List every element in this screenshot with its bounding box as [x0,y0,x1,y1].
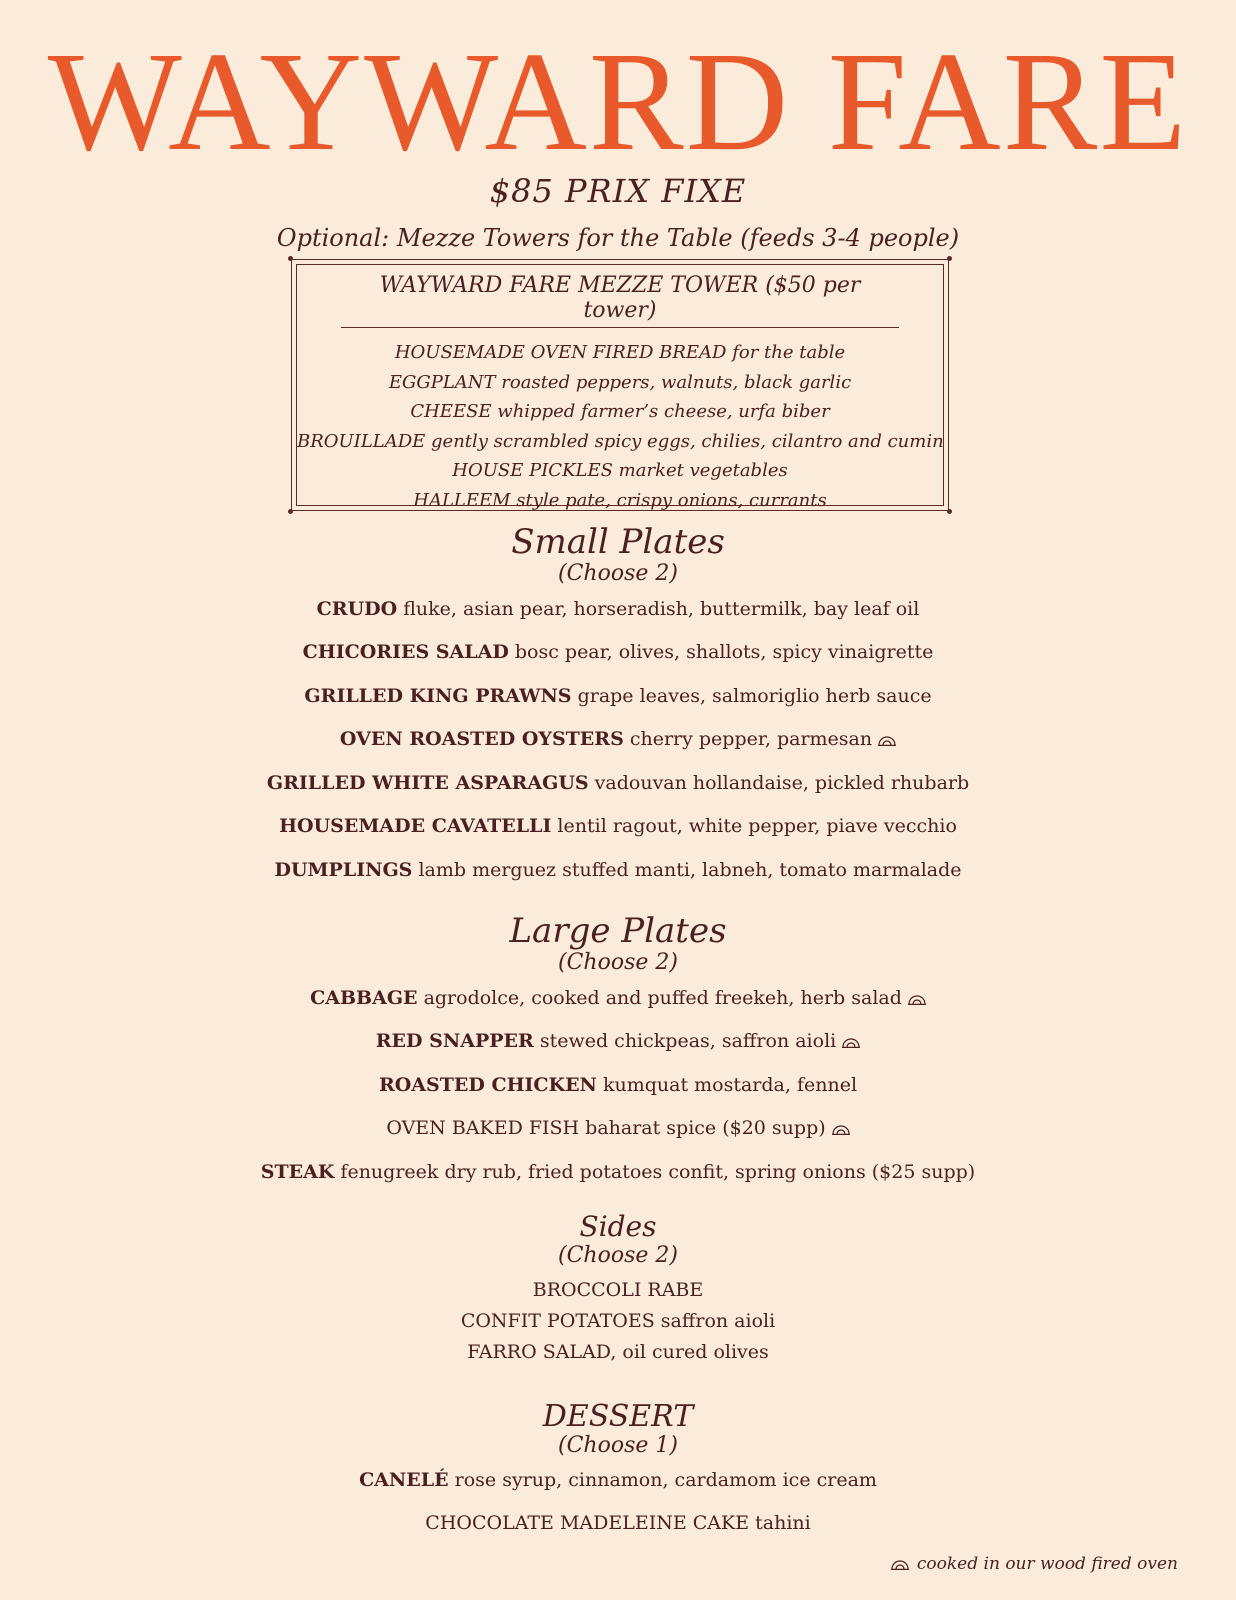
menu-item-description: whipped farmer’s cheese, urfa biber [491,401,830,422]
menu-item [0,588,1236,632]
wood-fired-oven-icon [891,1559,909,1570]
menu-item-description: lentil ragout, white pepper, piave vecchio [551,815,957,838]
menu-item-description: rose syrup, cinnamon, cardamom ice cream [448,1469,877,1492]
sides-heading: Sides [579,1210,657,1243]
sides-section [0,1212,1236,1368]
small-plates-heading: Small Plates [511,522,725,562]
large-plates-heading: Large Plates [509,911,727,951]
mezze-item [297,338,943,368]
menu-item [0,1459,1236,1502]
menu-item-description: fluke, asian pear, horseradish, buttermilk, bay leaf oil [397,597,920,620]
menu-item-name: CHEESE [410,401,492,422]
mezze-tower-title: WAYWARD FARE MEZZE TOWER ($50 per tower) [341,273,899,328]
wood-fired-oven-icon [878,735,896,746]
menu-item-description: FARRO SALAD, oil cured olives [467,1341,769,1364]
large-plates-list [0,977,1236,1195]
menu-item [0,1020,1236,1064]
menu-item-name: CRUDO [316,597,398,620]
wood-fired-oven-icon [908,994,926,1005]
menu-item-description: market vegetables [612,460,788,481]
mezze-item [297,368,943,398]
menu-item [0,1107,1236,1151]
menu-item-description: OVEN BAKED FISH baharat spice ($20 supp) [386,1117,826,1140]
menu-item-description: lamb merguez stuffed manti, labneh, tomato marmalade [412,858,962,881]
restaurant-title: WAYWARD FARE [47,22,1189,180]
mezze-item [297,397,943,427]
menu-item-name: HOUSEMADE CAVATELLI [279,815,552,838]
menu-item-name: HOUSEMADE OVEN FIRED BREAD [394,342,727,363]
menu-item-description: style pate, crispy onions, currants [510,489,827,511]
menu-item-name: HALLEEM [413,489,511,511]
menu-item-name: HOUSE PICKLES [452,460,613,481]
frame-corner-dot [288,509,293,514]
menu-item [0,849,1236,893]
menu-item-name: OVEN ROASTED OYSTERS [339,728,624,751]
sides-choose: (Choose 2) [558,1242,678,1268]
menu-item-description: gently scrambled spicy eggs, chilies, cilantro and cumin [425,430,944,452]
mezze-item [297,486,943,516]
menu-item-description: fenugreek dry rub, fried potatoes confit, spring onions ($25 supp) [334,1160,976,1183]
menu-item [0,1151,1236,1195]
menu-item [0,1275,1236,1306]
menu-item-description: CHOCOLATE MADELEINE CAKE tahini [425,1512,811,1535]
menu-item-description: bosc pear, olives, shallots, spicy vinaigrette [508,641,934,664]
sides-list [0,1275,1236,1368]
menu-item-name: ROASTED CHICKEN [378,1073,597,1096]
mezze-item [297,456,943,486]
frame-corner-dot [947,509,952,514]
menu-item-name: CABBAGE [310,986,418,1009]
menu-item-name: RED SNAPPER [375,1030,534,1053]
menu-item [0,1337,1236,1368]
menu-item-description: CONFIT POTATOES saffron aioli [460,1310,776,1333]
small-plates-list [0,588,1236,893]
menu-item-name: EGGPLANT [388,371,496,393]
wood-fired-oven-icon [832,1124,850,1135]
small-plates-section [0,524,1236,892]
dessert-heading: DESSERT [542,1399,694,1434]
prix-fixe-price: $85 PRIX FIXE [489,172,747,210]
menu-item [0,631,1236,675]
mezze-optional-note: Optional: Mezze Towers for the Table (feeds 3-4 people) [276,224,960,252]
menu-item-name: DUMPLINGS [274,858,413,881]
menu-item-description: grape leaves, salmoriglio herb sauce [571,684,932,707]
menu-item [0,977,1236,1021]
frame-corner-dot [288,256,293,261]
menu-item-description: vadouvan hollandaise, pickled rhubarb [588,771,970,794]
dessert-list [0,1459,1236,1545]
menu-item-description: cherry pepper, parmesan [623,728,873,751]
large-plates-section [0,913,1236,1194]
menu-item-description: kumquat mostarda, fennel [596,1073,858,1096]
frame-corner-dot [947,256,952,261]
menu-item [0,805,1236,849]
mezze-item [297,427,943,457]
menu-item-name: GRILLED WHITE ASPARAGUS [266,771,589,794]
mezze-tower-box [296,264,944,511]
oven-legend [891,1554,1178,1574]
menu-item-description: stewed chickpeas, saffron aioli [533,1030,837,1053]
menu-item [0,1306,1236,1337]
menu-item-description: agrodolce, cooked and puffed freekeh, herb salad [417,986,902,1009]
menu-item-description: BROCCOLI RABE [532,1279,704,1302]
menu-item [0,1502,1236,1545]
menu-item-name: BROUILLADE [297,430,426,452]
menu-item-description: roasted peppers, walnuts, black garlic [495,371,852,393]
dessert-section [0,1400,1236,1545]
small-plates-choose: (Choose 2) [558,561,678,587]
menu-item [0,762,1236,806]
wood-fired-oven-icon [842,1037,860,1048]
menu-item [0,718,1236,762]
mezze-item-list [297,338,943,515]
menu-item-name: GRILLED KING PRAWNS [304,684,572,707]
dessert-choose: (Choose 1) [558,1433,678,1458]
menu-item [0,675,1236,719]
large-plates-choose: (Choose 2) [558,950,678,976]
menu-item [0,1064,1236,1108]
menu-item-name: CANELÉ [359,1469,449,1492]
legend-text: cooked in our wood fired oven [916,1554,1178,1574]
menu-item-description: for the table [726,342,846,363]
menu-item-name: CHICORIES SALAD [302,641,509,664]
menu-item-name: STEAK [260,1160,335,1183]
